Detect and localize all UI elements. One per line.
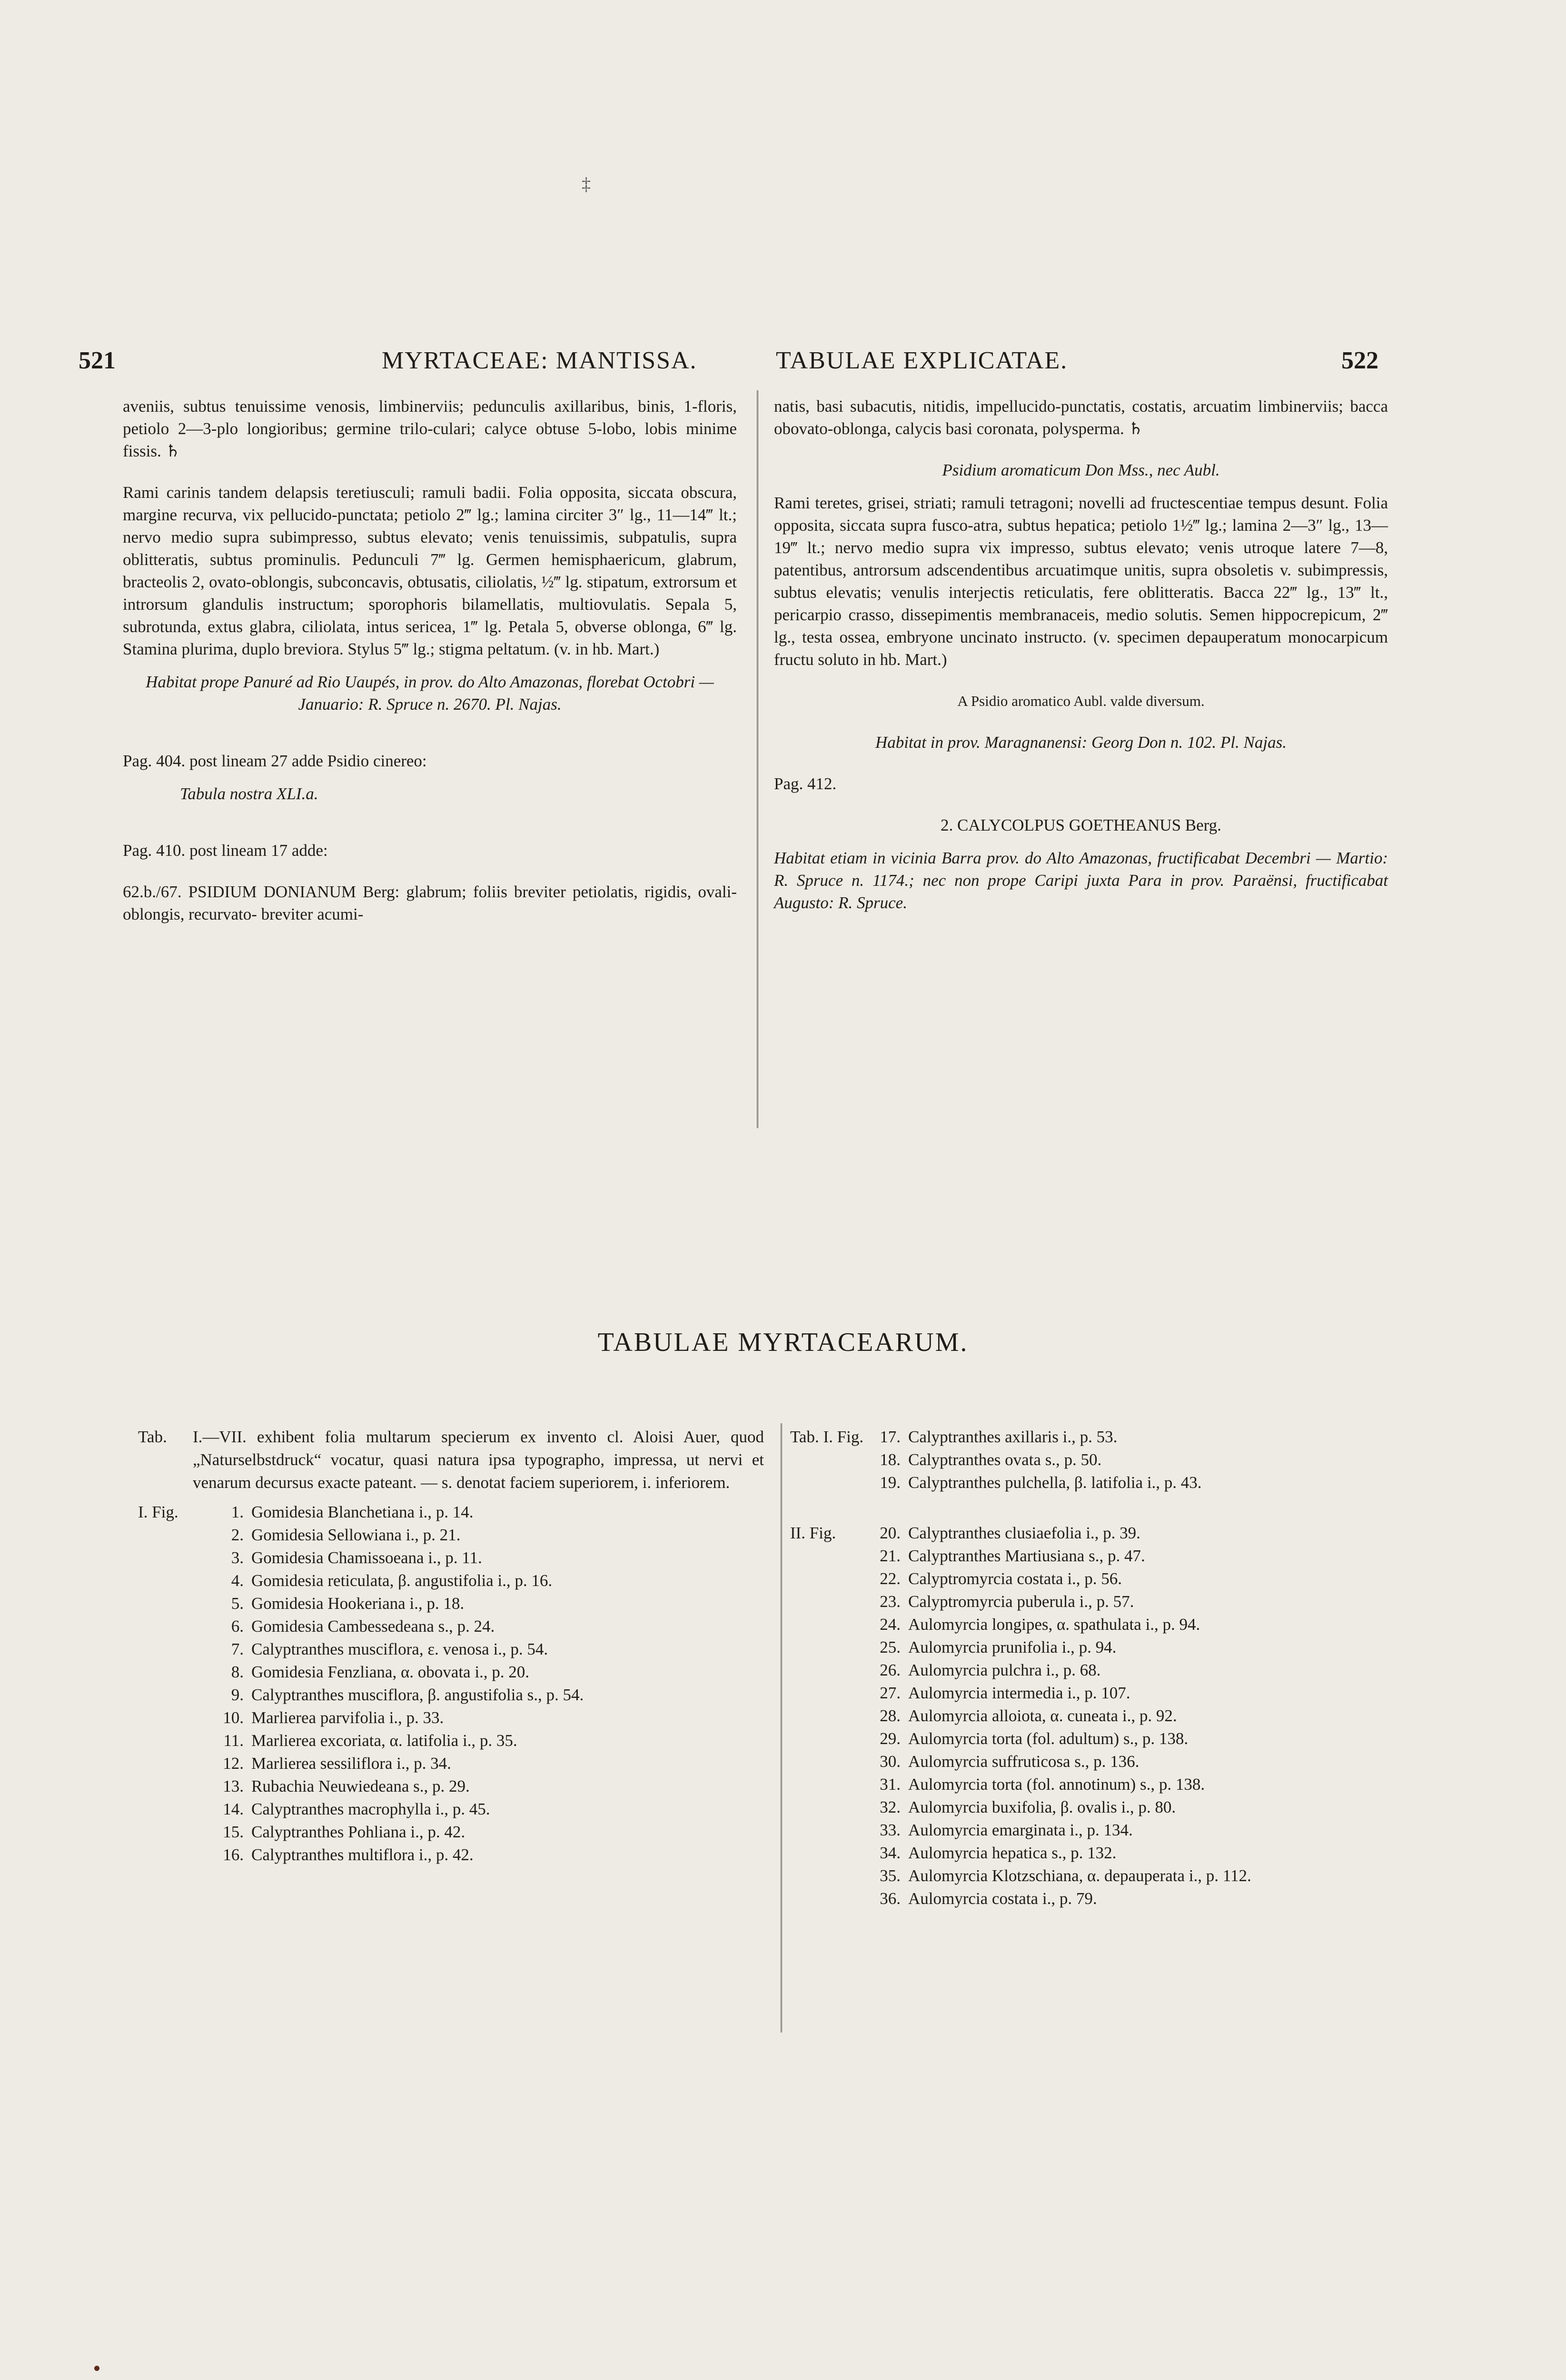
- figure-number: 9.: [231, 1686, 244, 1704]
- figure-caption: Aulomyrcia alloiota, α. cuneata i., p. 92.: [908, 1706, 1177, 1725]
- figure-caption: Aulomyrcia buxifolia, β. ovalis i., p. 80.: [908, 1798, 1176, 1816]
- figure-entry: [138, 1821, 764, 1844]
- figure-number: 12.: [223, 1754, 244, 1773]
- right-column: [774, 395, 1388, 914]
- figure-entry: [790, 1522, 1428, 1545]
- figure-caption: Gomidesia Blanchetiana i., p. 14.: [251, 1503, 474, 1521]
- figure-number: 11.: [223, 1731, 244, 1750]
- figure-number: 30.: [880, 1752, 901, 1771]
- figure-group-label: II. Fig.: [790, 1524, 836, 1542]
- figure-entry: [790, 1842, 1428, 1864]
- figure-caption: Calyptranthes ovata s., p. 50.: [908, 1450, 1102, 1469]
- habitat-note: Habitat etiam in vicinia Barra prov. do Alto Amazonas, fructificabat Decembri — Martio: R. Spruce n. 1174.; nec non prope Caripi juxta Para in prov. Paraënsi, fructificabat Augusto: R. Spruce.: [774, 849, 1388, 912]
- figure-number: 29.: [880, 1729, 901, 1748]
- figure-group-label: [138, 1798, 205, 1821]
- plates-intro: [138, 1426, 764, 1494]
- figure-caption: Gomidesia Hookeriana i., p. 18.: [251, 1594, 465, 1613]
- figure-group-label: [138, 1706, 205, 1729]
- figure-number: 20.: [880, 1524, 901, 1542]
- figure-caption: Calyptranthes multiflora i., p. 42.: [251, 1845, 474, 1864]
- figure-caption: Marlierea excoriata, α. latifolia i., p. 35.: [251, 1731, 517, 1750]
- figure-entry: [790, 1864, 1428, 1887]
- figure-caption: Aulomyrcia emarginata i., p. 134.: [908, 1821, 1133, 1839]
- figure-caption: Calyptromyrcia puberula i., p. 57.: [908, 1592, 1134, 1611]
- figure-group-label: [790, 1796, 862, 1819]
- figure-number: 6.: [231, 1617, 244, 1636]
- plates-left-column: [138, 1426, 764, 1866]
- figure-group-label: [138, 1569, 205, 1592]
- figure-group-label: [790, 1887, 862, 1910]
- figure-entry: [790, 1590, 1428, 1613]
- figure-number: 22.: [880, 1569, 901, 1588]
- figure-group-label: [790, 1545, 862, 1567]
- figure-entry: [138, 1638, 764, 1661]
- figure-group-label: [790, 1659, 862, 1682]
- figure-number: 32.: [880, 1798, 901, 1816]
- figure-number: 28.: [880, 1706, 901, 1725]
- figure-number: 4.: [231, 1571, 244, 1590]
- left-page-number: 521: [79, 347, 116, 374]
- figure-caption: Marlierea sessiliflora i., p. 34.: [251, 1754, 451, 1773]
- intro-text: I.—VII. exhibent folia multarum specierum ex invento cl. Aloisi Auer, quod „Naturselbstdruck“ vocatur, quasi natura ipsa typographo, impressa, ut nervi et venarum decursus exacte pateant. — s. denotat faciem superiorem, i. inferiorem.: [193, 1428, 764, 1492]
- figure-number: 3.: [231, 1548, 244, 1567]
- figure-group-label: [790, 1471, 862, 1494]
- figure-number: 34.: [880, 1844, 901, 1862]
- figure-entry: [790, 1796, 1428, 1819]
- addendum-line: Pag. 404. post lineam 27 adde Psidio cinereo:: [123, 752, 427, 770]
- figure-caption: Calyptranthes clusiaefolia i., p. 39.: [908, 1524, 1140, 1542]
- figure-entry: [138, 1569, 764, 1592]
- figure-entry: [790, 1426, 1428, 1448]
- ink-spot: [94, 2366, 99, 2371]
- addendum-line: Pag. 412.: [774, 774, 837, 793]
- figure-number: 31.: [880, 1775, 901, 1794]
- figure-entry: [138, 1661, 764, 1684]
- column-divider-lower: [781, 1423, 782, 2033]
- figure-group-label: [138, 1524, 205, 1547]
- right-page-number: 522: [1341, 347, 1378, 374]
- section-title: TABULAE MYRTACEARUM.: [597, 1328, 969, 1357]
- figure-group-label: [138, 1684, 205, 1706]
- figure-group-label: Tab. I. Fig.: [790, 1428, 864, 1446]
- figure-caption: Aulomyrcia costata i., p. 79.: [908, 1889, 1097, 1908]
- figure-entry: [790, 1682, 1428, 1705]
- figure-entry: [138, 1592, 764, 1615]
- figure-number: 23.: [880, 1592, 901, 1611]
- figure-caption: Calyptranthes Martiusiana s., p. 47.: [908, 1547, 1145, 1565]
- figure-number: 26.: [880, 1661, 901, 1679]
- figure-caption: Gomidesia Cambessedeana s., p. 24.: [251, 1617, 495, 1636]
- figure-entry: [138, 1844, 764, 1866]
- figure-caption: Aulomyrcia longipes, α. spathulata i., p. 94.: [908, 1615, 1200, 1634]
- paragraph: aveniis, subtus tenuissime venosis, limbinerviis; pedunculis axillaribus, binis, 1-floris, petiolo 2—3-plo longioribus; germine trilo-culari; calyce obtuse 5-lobo, lobis minime fissis. ♄: [123, 397, 737, 460]
- figure-entry: [790, 1750, 1428, 1773]
- left-column: [123, 395, 737, 925]
- figure-caption: Calyptranthes pulchella, β. latifolia i., p. 43.: [908, 1473, 1202, 1492]
- left-running-title: MYRTACEAE: MANTISSA.: [382, 347, 697, 374]
- species-title: Psidium aromaticum Don Mss., nec Aubl.: [942, 461, 1220, 479]
- figure-number: 13.: [223, 1777, 244, 1795]
- figure-entry: [138, 1706, 764, 1729]
- figure-group-label: [790, 1819, 862, 1842]
- figure-group-label: [790, 1864, 862, 1887]
- figure-caption: Gomidesia Chamissoeana i., p. 11.: [251, 1548, 482, 1567]
- figure-number: 1.: [231, 1503, 244, 1521]
- figure-entry: [138, 1547, 764, 1569]
- figure-entry: [790, 1819, 1428, 1842]
- figure-list: [790, 1522, 1428, 1910]
- figure-number: 2.: [231, 1526, 244, 1544]
- plate-reference: Tabula nostra XLI.a.: [180, 784, 318, 803]
- figure-group-label: [138, 1844, 205, 1866]
- figure-caption: Gomidesia Sellowiana i., p. 21.: [251, 1526, 461, 1544]
- figure-group-label: [790, 1842, 862, 1864]
- figure-caption: Aulomyrcia intermedia i., p. 107.: [908, 1684, 1130, 1702]
- figure-group-label: [138, 1821, 205, 1844]
- figure-number: 27.: [880, 1684, 901, 1702]
- figure-entry: [138, 1752, 764, 1775]
- figure-entry: [138, 1798, 764, 1821]
- margin-mark: ‡: [582, 174, 591, 194]
- figure-number: 33.: [880, 1821, 901, 1839]
- habitat-note: Habitat in prov. Maragnanensi: Georg Don n. 102. Pl. Najas.: [875, 733, 1287, 752]
- figure-group-label: [138, 1661, 205, 1684]
- figure-group-label: [790, 1448, 862, 1471]
- figure-entry: [790, 1727, 1428, 1750]
- figure-list: [138, 1501, 764, 1866]
- figure-group-label: [138, 1592, 205, 1615]
- figure-entry: [138, 1615, 764, 1638]
- figure-entry: [790, 1448, 1428, 1471]
- figure-group-label: [790, 1682, 862, 1705]
- figure-group-label: I. Fig.: [138, 1503, 178, 1521]
- figure-entry: [790, 1773, 1428, 1796]
- figure-list: [790, 1426, 1428, 1494]
- figure-entry: [138, 1524, 764, 1547]
- figure-entry: [790, 1545, 1428, 1567]
- figure-number: 36.: [880, 1889, 901, 1908]
- figure-group-label: [790, 1567, 862, 1590]
- figure-caption: Aulomyrcia hepatica s., p. 132.: [908, 1844, 1117, 1862]
- figure-number: 10.: [223, 1708, 244, 1727]
- plates-right-column: [790, 1426, 1428, 1910]
- figure-entry: [790, 1613, 1428, 1636]
- figure-group-label: [790, 1773, 862, 1796]
- figure-number: 14.: [223, 1800, 244, 1818]
- figure-entry: [790, 1471, 1428, 1494]
- figure-caption: Marlierea parvifolia i., p. 33.: [251, 1708, 444, 1727]
- figure-entry: [790, 1659, 1428, 1682]
- figure-group-label: [790, 1727, 862, 1750]
- figure-entry: [138, 1775, 764, 1798]
- habitat-note: Habitat prope Panuré ad Rio Uaupés, in prov. do Alto Amazonas, florebat Octobri — Januario: R. Spruce n. 2670. Pl. Najas.: [146, 673, 714, 714]
- figure-entry: [790, 1567, 1428, 1590]
- figure-group-label: [138, 1729, 205, 1752]
- figure-number: 15.: [223, 1823, 244, 1841]
- figure-group-label: [138, 1775, 205, 1798]
- figure-number: 7.: [231, 1640, 244, 1658]
- figure-caption: Calyptranthes macrophylla i., p. 45.: [251, 1800, 490, 1818]
- column-divider-upper: [757, 390, 758, 1128]
- figure-number: 24.: [880, 1615, 901, 1634]
- figure-group-label: [138, 1638, 205, 1661]
- figure-group-label: [790, 1590, 862, 1613]
- paragraph: natis, basi subacutis, nitidis, impellucido-punctatis, costatis, arcuatim limbinerviis; bacca obovato-oblonga, calycis basi coronata, polysperma. ♄: [774, 397, 1388, 438]
- figure-group-label: [790, 1705, 862, 1727]
- figure-number: 21.: [880, 1547, 901, 1565]
- figure-caption: Calyptranthes musciflora, ε. venosa i., p. 54.: [251, 1640, 548, 1658]
- paragraph: 62.b./67. PSIDIUM DONIANUM Berg: glabrum; foliis breviter petiolatis, rigidis, ovali-oblongis, recurvato- breviter acumi-: [123, 883, 737, 923]
- figure-caption: Calyptranthes Pohliana i., p. 42.: [251, 1823, 466, 1841]
- figure-caption: Aulomyrcia Klotzschiana, α. depauperata i., p. 112.: [908, 1866, 1251, 1885]
- figure-caption: Calyptromyrcia costata i., p. 56.: [908, 1569, 1122, 1588]
- figure-entry: [790, 1887, 1428, 1910]
- paragraph: Rami carinis tandem delapsis teretiusculi; ramuli badii. Folia opposita, siccata obscura, margine recurva, vix pellucido-punctata; petiolo 2‴ lg.; lamina circiter 3″ lg., 11—14‴ lt.; nervo medio supra subimpresso, subtus elevato; venis tenuissimis, subpatulis, supra oblitteratis, subtus prominulis. Pedunculi 7‴ lg. Germen hemisphaericum, glabrum, bracteolis 2, ovato-oblongis, subconcavis, obtusatis, ciliolatis, ½‴ lg. stipatum, extrorsum et introrsum glandulis instructum; sporophoris bilamellatis, multiovulatis. Sepala 5, subrotunda, extus glabra, ciliolata, intus sericea, 1‴ lg. Petala 5, obverse oblonga, 6‴ lg. Stamina plurima, duplo breviora. Stylus 5‴ lg.; stigma peltatum. (v. in hb. Mart.): [123, 483, 737, 658]
- figure-caption: Gomidesia Fenzliana, α. obovata i., p. 20.: [251, 1663, 530, 1681]
- figure-number: 5.: [231, 1594, 244, 1613]
- figure-entry: [138, 1729, 764, 1752]
- figure-number: 17.: [880, 1428, 901, 1446]
- figure-caption: Gomidesia reticulata, β. angustifolia i., p. 16.: [251, 1571, 553, 1590]
- figure-number: 18.: [880, 1450, 901, 1469]
- figure-number: 19.: [880, 1473, 901, 1492]
- figure-group-label: [790, 1636, 862, 1659]
- figure-caption: Rubachia Neuwiedeana s., p. 29.: [251, 1777, 470, 1795]
- running-header: [0, 347, 1566, 380]
- figure-number: 16.: [223, 1845, 244, 1864]
- paragraph: Rami teretes, grisei, striati; ramuli tetragoni; novelli ad fructescentiae tempus desunt. Folia opposita, siccata supra fusco-atra, subtus hepatica; petiolo 1½‴ lg.; lamina 2—3″ lg., 13—19‴ lt.; nervo medio supra vix impresso, subtus elevato; venis utroque latere 7—8, patentibus, antrorsum adscendentibus arcuatimque unitis, supra obsoletis v. subimpressis, subtus elevatis; venulis interjectis reticulatis, fere oblitteratis. Bacca 22‴ lg., 13‴ lt., pericarpio crasso, dissepimentis membranaceis, medio solutis. Semen hippocrepicum, 2‴ lg., testa ossea, embryone uncinato instructo. (v. specimen depauperatum monocarpicum fructu soluto in hb. Mart.): [774, 494, 1388, 669]
- figure-number: 35.: [880, 1866, 901, 1885]
- figure-group-label: [138, 1547, 205, 1569]
- intro-label: Tab.: [138, 1428, 167, 1446]
- figure-entry: [790, 1636, 1428, 1659]
- figure-group-label: [790, 1750, 862, 1773]
- figure-group-label: [138, 1752, 205, 1775]
- figure-entry: [790, 1705, 1428, 1727]
- figure-entry: [138, 1684, 764, 1706]
- figure-number: 8.: [231, 1663, 244, 1681]
- figure-group-label: [790, 1613, 862, 1636]
- figure-caption: Aulomyrcia torta (fol. annotinum) s., p. 138.: [908, 1775, 1205, 1794]
- figure-group-label: [138, 1615, 205, 1638]
- figure-caption: Calyptranthes axillaris i., p. 53.: [908, 1428, 1118, 1446]
- figure-number: 25.: [880, 1638, 901, 1656]
- figure-caption: Aulomyrcia suffruticosa s., p. 136.: [908, 1752, 1140, 1771]
- figure-caption: Aulomyrcia pulchra i., p. 68.: [908, 1661, 1101, 1679]
- figure-caption: Aulomyrcia prunifolia i., p. 94.: [908, 1638, 1117, 1656]
- figure-caption: Calyptranthes musciflora, β. angustifolia s., p. 54.: [251, 1686, 584, 1704]
- addendum-line: Pag. 410. post lineam 17 adde:: [123, 841, 328, 860]
- species-heading: 2. CALYCOLPUS GOETHEANUS Berg.: [941, 816, 1221, 834]
- figure-entry: [138, 1501, 764, 1524]
- note: A Psidio aromatico Aubl. valde diversum.: [957, 693, 1205, 709]
- figure-caption: Aulomyrcia torta (fol. adultum) s., p. 138.: [908, 1729, 1189, 1748]
- right-running-title: TABULAE EXPLICATAE.: [776, 347, 1068, 374]
